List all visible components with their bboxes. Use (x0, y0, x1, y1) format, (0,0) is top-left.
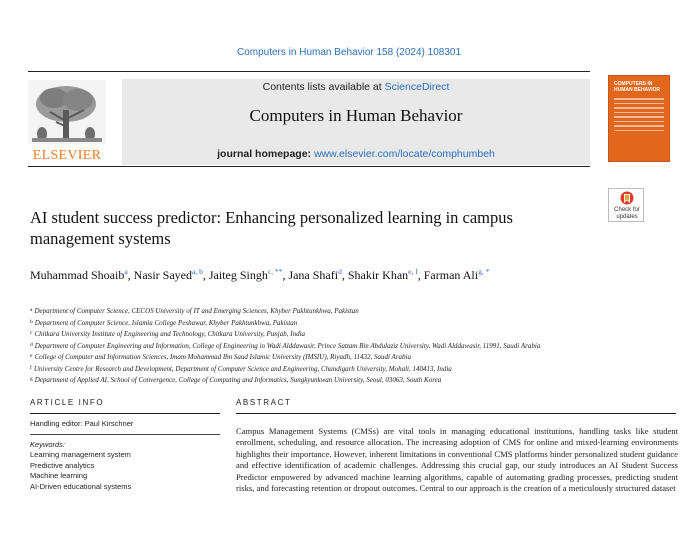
author-name[interactable]: Farman Ali (423, 268, 479, 282)
abstract-rule (236, 413, 676, 414)
contents-prefix: Contents lists available at (262, 81, 385, 93)
affiliation-text: University Centre for Research and Development, Department of Computer Science and Engineering, Chandigarh University, Mohali, 140413, India (33, 364, 452, 373)
keyword-item: Machine learning (30, 471, 88, 480)
author-list (30, 263, 610, 284)
journal-cover[interactable] (608, 75, 670, 162)
cover-title: COMPUTERS IN HUMAN BEHAVIOR (614, 81, 661, 93)
affiliation-key: g (30, 376, 33, 382)
affiliation-key: b (30, 318, 33, 325)
abstract-heading: ABSTRACT (236, 398, 292, 407)
author-separator: , (417, 268, 421, 282)
author-affiliation-marker[interactable]: a (124, 267, 128, 276)
author-affiliation-marker[interactable]: d (338, 267, 342, 276)
affiliation-key: a (30, 307, 33, 313)
author-name[interactable]: Nasir Sayed (133, 268, 192, 282)
check-for-updates-button[interactable] (608, 188, 644, 222)
affiliation-item (30, 328, 670, 340)
author-name[interactable]: Jana Shafi (288, 268, 339, 282)
author-name[interactable]: Shakir Khan (347, 268, 409, 282)
publisher-name[interactable]: ELSEVIER (32, 148, 102, 163)
author-separator: , (202, 268, 209, 282)
sciencedirect-link[interactable]: ScienceDirect (384, 81, 450, 93)
affiliation-item (30, 317, 670, 329)
affiliation-text: College of Computer and Information Sciences, Imam Mohammad Ibn Saud Islamic University (IMSIU), Riyadh, 11432, Saudi Arabia (34, 353, 411, 361)
check-for-updates-label: Check for updates (614, 207, 640, 220)
keywords-rule (30, 434, 220, 435)
author[interactable] (348, 268, 421, 282)
author-separator: , (282, 268, 289, 282)
affiliation-item (30, 305, 670, 317)
author-affiliation-marker[interactable]: g, * (478, 267, 490, 276)
handling-editor: Handling editor: Paul Kirschner (30, 419, 134, 428)
paper-title: AI student success predictor: Enhancing personalized learning in campus management systems (30, 208, 513, 248)
author-name[interactable]: Jaiteg Singh (208, 268, 268, 282)
affiliation-text: Department of Computer Engineering and Information, College of Engineering in Wadi Alddawasir, Prince Sattam Bin Abdulaziz University, Wadi Alddawasir, 11991, Saudi Arabia (34, 341, 541, 350)
affiliation-item (30, 374, 670, 386)
affiliation-text: Department of Applied AI, School of Convergence, College of Computing and Informatics, Sungkyunkwan University, Seoul, 03063, South Korea (34, 376, 442, 384)
author-affiliation-marker[interactable]: a, b (192, 267, 203, 276)
affiliation-item (30, 351, 670, 363)
author[interactable] (288, 268, 347, 282)
author-separator: , (341, 268, 348, 282)
article-info-heading: ARTICLE INFO (30, 398, 105, 407)
author[interactable] (134, 268, 209, 282)
contents-line (122, 81, 590, 93)
author[interactable] (30, 268, 134, 282)
affiliation-item (30, 363, 670, 375)
affiliation-text: Chitkara University Institute of Engineering and Technology, Chitkara University, Punjab, India (34, 330, 306, 338)
affiliation-key: e (30, 353, 33, 359)
author-separator: , (127, 268, 134, 282)
keywords-label: Keywords: (30, 440, 66, 449)
abstract-text: Campus Management Systems (CMSs) are vital tools in managing educational institutions, handling tasks like student enrollment, scheduling, and resource allocation. The increasing adoption of CMS for online and mixed-learning environments highlights their importance. However, inherent limitations in conventional CMS platforms hinder personalized student guidance and effective identification of academic challenges. Addressing this crucial gap, our study introduces an AI Student Success Predictor empowered by advanced machine learning algorithms, capable of automating grading processes, predicting student risks, and forecasting retention or dropout outcomes. Central to our approach is the creation of a meticulously structured dataset (236, 426, 678, 494)
journal-homepage-link[interactable]: www.elsevier.com/locate/comphumbeh (313, 148, 495, 160)
author[interactable] (424, 268, 490, 282)
affiliation-text: Department of Computer Science, CECOS University of IT and Emerging Sciences, Khyber Pakhtunkhwa, Pakistan (34, 307, 359, 315)
keyword-list (30, 450, 131, 492)
keyword-item: Learning management system (30, 450, 131, 459)
journal-title[interactable]: Computers in Human Behavior (249, 106, 463, 125)
cover-decoration (614, 98, 664, 138)
article-info-rule (30, 413, 220, 414)
masthead-bottom-rule (28, 166, 590, 167)
affiliation-key: f (30, 364, 32, 371)
keyword-item: AI-Driven educational systems (30, 481, 132, 491)
affiliation-item (30, 340, 670, 352)
affiliation-key: c (30, 330, 33, 336)
author-affiliation-marker[interactable]: e, f (408, 267, 418, 276)
author-affiliation-marker[interactable]: c, ** (267, 267, 283, 276)
journal-homepage-line (122, 148, 590, 160)
author[interactable] (209, 268, 289, 282)
affiliation-key: d (30, 341, 33, 348)
masthead-top-rule (28, 71, 590, 72)
keyword-item: Predictive analytics (30, 460, 95, 470)
author-name[interactable]: Muhammad Shoaib (30, 268, 125, 282)
affiliation-list (30, 305, 670, 386)
homepage-label: journal homepage: (217, 148, 314, 160)
journal-reference[interactable]: Computers in Human Behavior 158 (2024) 108301 (236, 47, 462, 58)
bookmark-update-icon (620, 191, 634, 207)
affiliation-text: Department of Computer Science, Islamia College Peshawar, Khyber Pakhtunkhwa, Pakistan (34, 318, 298, 327)
